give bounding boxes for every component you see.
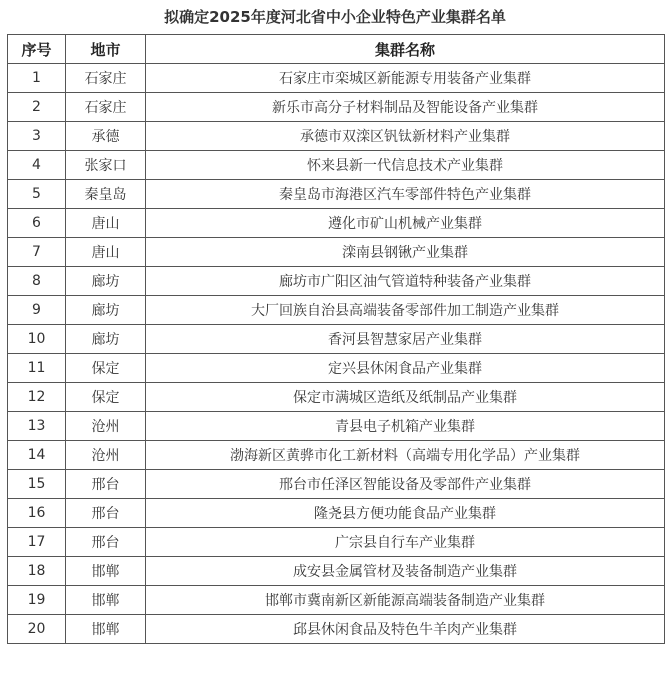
cell-city: 沧州 [66,412,146,441]
cell-city: 邯郸 [66,557,146,586]
cell-city: 秦皇岛 [66,180,146,209]
table-row [8,354,665,383]
cluster-list-table [7,34,665,644]
cell-cluster-name: 邢台市任泽区智能设备及零部件产业集群 [146,470,665,499]
cell-serial-number: 3 [8,122,66,151]
cell-cluster-name: 滦南县钢锹产业集群 [146,238,665,267]
table-row [8,528,665,557]
cell-city: 石家庄 [66,93,146,122]
cell-serial-number: 18 [8,557,66,586]
cell-serial-number: 20 [8,615,66,644]
cell-city: 邯郸 [66,615,146,644]
cell-serial-number: 8 [8,267,66,296]
cell-city: 承德 [66,122,146,151]
table-row [8,267,665,296]
cell-serial-number: 17 [8,528,66,557]
cell-cluster-name: 廊坊市广阳区油气管道特种装备产业集群 [146,267,665,296]
cell-city: 唐山 [66,238,146,267]
table-row [8,238,665,267]
cell-cluster-name: 保定市满城区造纸及纸制品产业集群 [146,383,665,412]
table-row [8,151,665,180]
table-row [8,470,665,499]
table-body [8,64,665,644]
cell-cluster-name: 成安县金属管材及装备制造产业集群 [146,557,665,586]
cell-cluster-name: 广宗县自行车产业集群 [146,528,665,557]
table-row [8,122,665,151]
table-row [8,180,665,209]
cell-city: 邢台 [66,528,146,557]
table-row [8,615,665,644]
cell-city: 保定 [66,383,146,412]
cell-serial-number: 11 [8,354,66,383]
table-row [8,499,665,528]
cell-cluster-name: 香河县智慧家居产业集群 [146,325,665,354]
table-row [8,412,665,441]
cell-serial-number: 1 [8,64,66,93]
cell-serial-number: 15 [8,470,66,499]
header-cluster-name: 集群名称 [146,35,665,64]
table-row [8,64,665,93]
document-title: 拟确定2025年度河北省中小企业特色产业集群名单 [164,8,506,26]
cell-serial-number: 16 [8,499,66,528]
table-row [8,557,665,586]
cell-city: 邯郸 [66,586,146,615]
cell-serial-number: 6 [8,209,66,238]
table-row [8,586,665,615]
cell-cluster-name: 邯郸市冀南新区新能源高端装备制造产业集群 [146,586,665,615]
cell-serial-number: 2 [8,93,66,122]
cell-cluster-name: 隆尧县方便功能食品产业集群 [146,499,665,528]
header-city: 地市 [66,35,146,64]
cell-city: 廊坊 [66,267,146,296]
cell-city: 邢台 [66,499,146,528]
cell-cluster-name: 定兴县休闲食品产业集群 [146,354,665,383]
table-row [8,93,665,122]
cell-cluster-name: 石家庄市栾城区新能源专用装备产业集群 [146,64,665,93]
cell-serial-number: 4 [8,151,66,180]
cell-serial-number: 19 [8,586,66,615]
cell-cluster-name: 青县电子机箱产业集群 [146,412,665,441]
table-row [8,441,665,470]
cell-cluster-name: 承德市双滦区钒钛新材料产业集群 [146,122,665,151]
cell-city: 邢台 [66,470,146,499]
table-row [8,209,665,238]
cell-serial-number: 7 [8,238,66,267]
cell-city: 廊坊 [66,325,146,354]
cell-city: 张家口 [66,151,146,180]
cell-cluster-name: 邱县休闲食品及特色牛羊肉产业集群 [146,615,665,644]
cell-serial-number: 12 [8,383,66,412]
cell-cluster-name: 大厂回族自治县高端装备零部件加工制造产业集群 [146,296,665,325]
table-header-row [8,35,665,64]
cell-cluster-name: 新乐市高分子材料制品及智能设备产业集群 [146,93,665,122]
table-row [8,325,665,354]
cell-city: 廊坊 [66,296,146,325]
table-row [8,383,665,412]
cell-serial-number: 5 [8,180,66,209]
table-row [8,296,665,325]
cell-city: 石家庄 [66,64,146,93]
cell-city: 唐山 [66,209,146,238]
cell-serial-number: 14 [8,441,66,470]
cell-cluster-name: 遵化市矿山机械产业集群 [146,209,665,238]
cell-cluster-name: 秦皇岛市海港区汽车零部件特色产业集群 [146,180,665,209]
cell-serial-number: 10 [8,325,66,354]
cell-serial-number: 13 [8,412,66,441]
cell-cluster-name: 怀来县新一代信息技术产业集群 [146,151,665,180]
cell-city: 沧州 [66,441,146,470]
cell-serial-number: 9 [8,296,66,325]
cell-city: 保定 [66,354,146,383]
cell-cluster-name: 渤海新区黄骅市化工新材料（高端专用化学品）产业集群 [146,441,665,470]
header-serial-number: 序号 [8,35,66,64]
